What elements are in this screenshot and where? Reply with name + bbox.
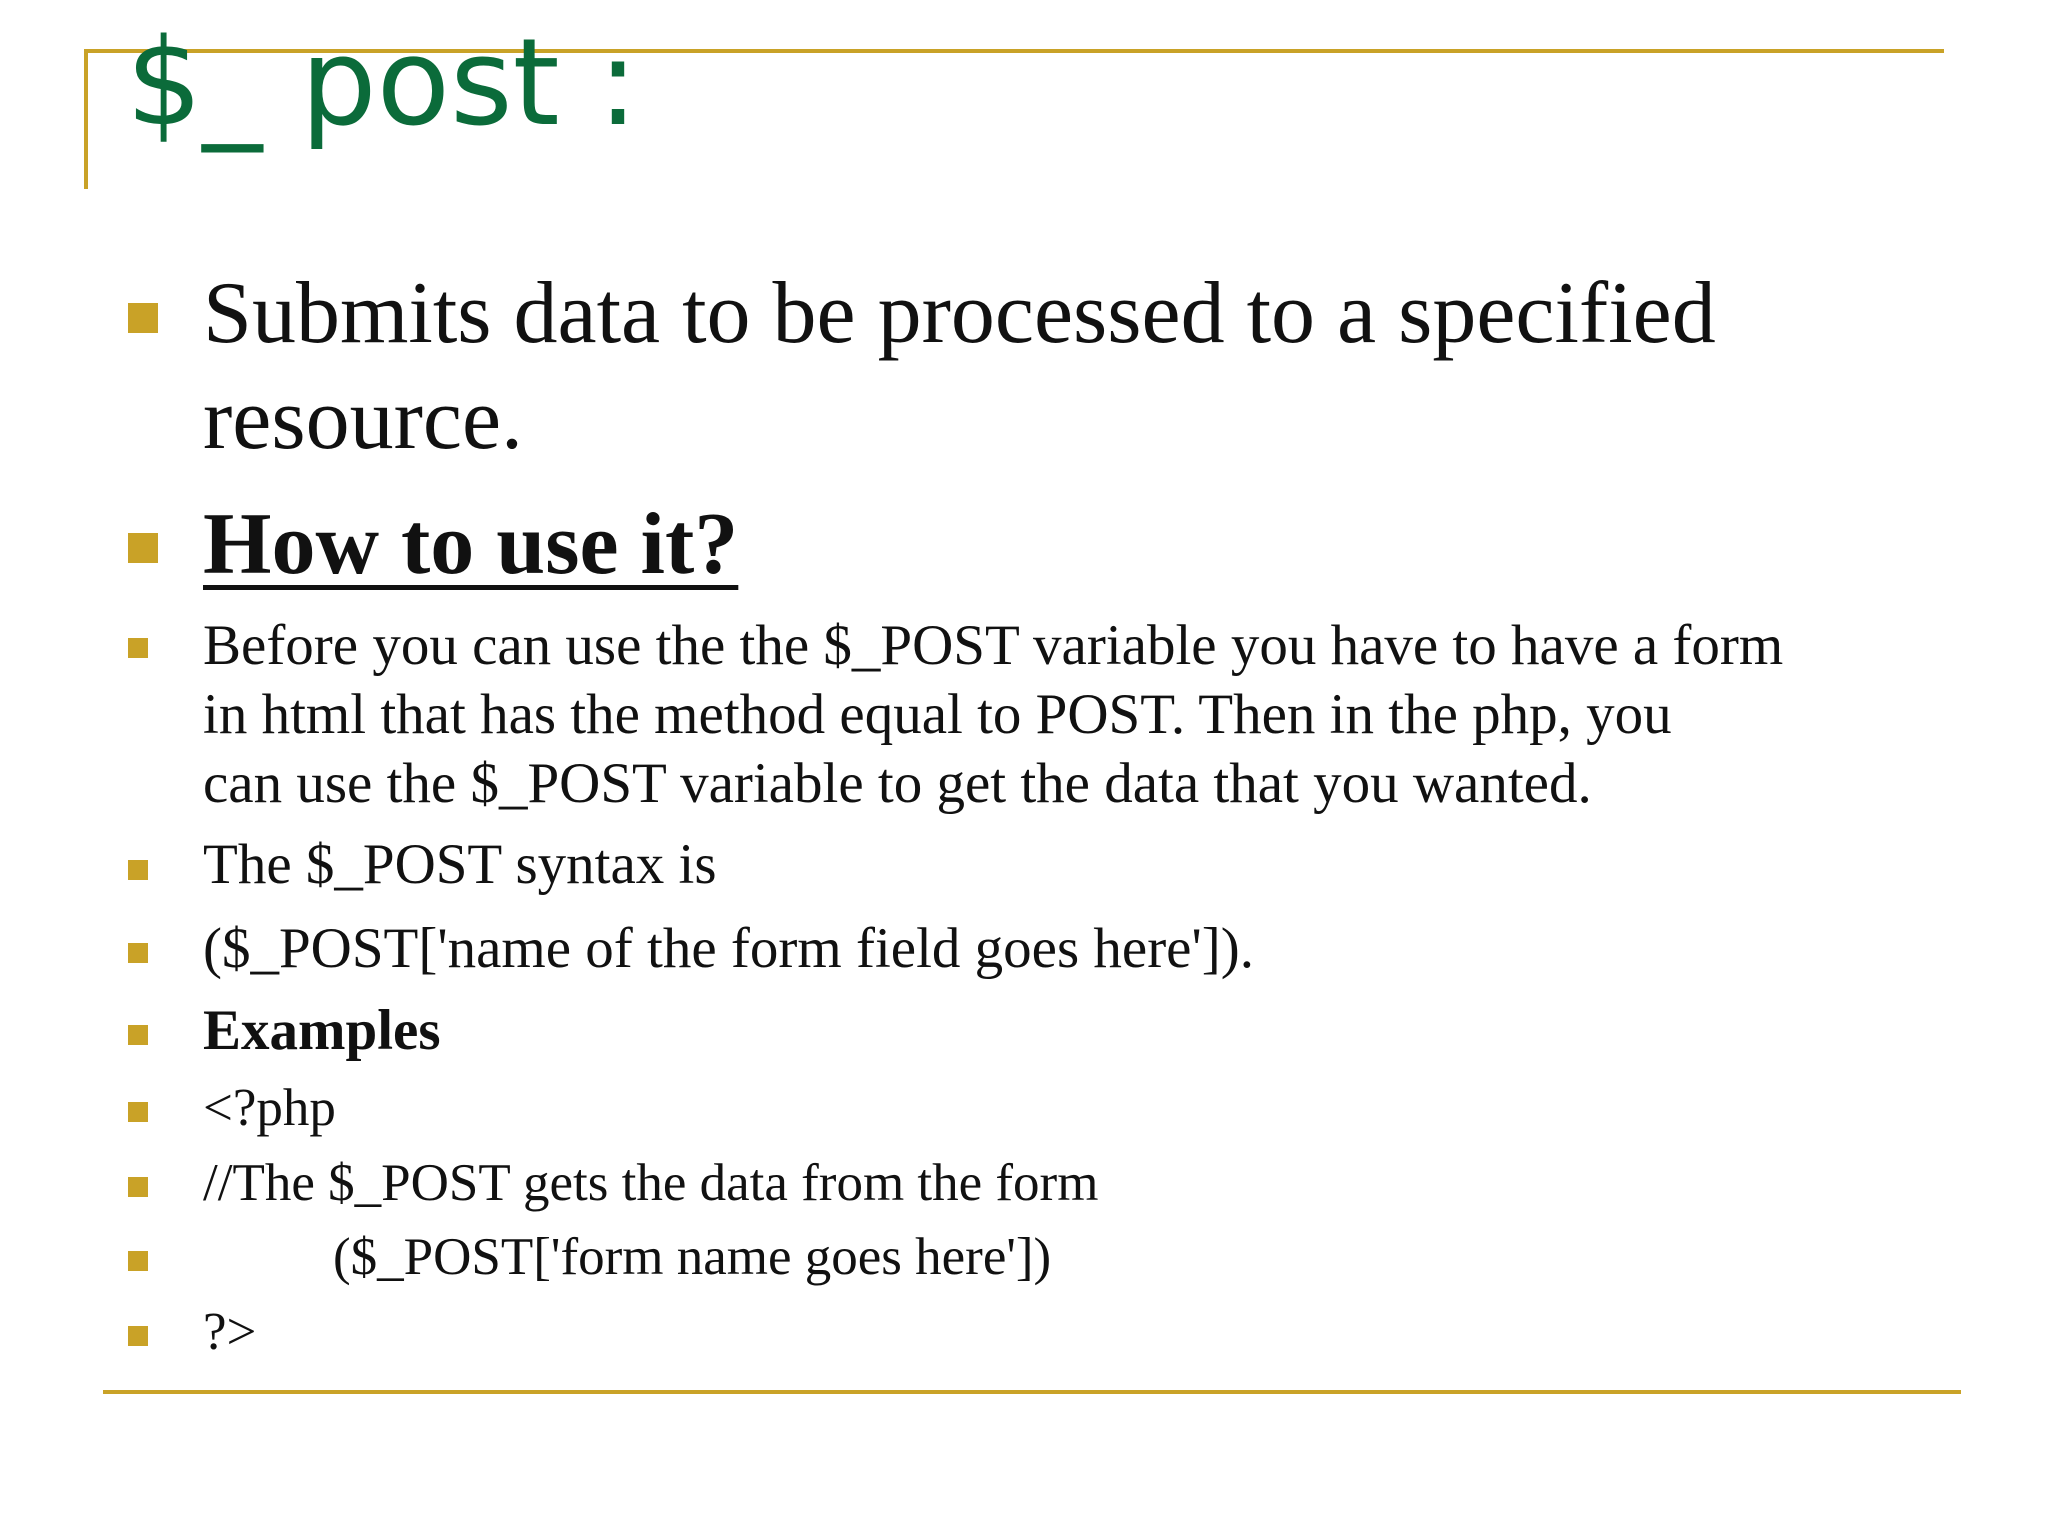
bullet-heading: Examples [203,999,441,1062]
bullet-square-icon [128,1177,148,1197]
bullet-text: ($_POST['name of the form field goes here']). [203,917,1254,980]
code-line: ?> [203,1303,257,1361]
code-line: //The $_POST gets the data from the form [203,1154,1099,1212]
bullet-square-icon [128,1102,148,1122]
bullet-heading: How to use it? [203,496,739,593]
code-line: ($_POST['form name goes here']) [333,1228,1052,1286]
bullet-square-icon [128,1025,148,1045]
bullet-square-icon [128,303,158,333]
slide-title: $_ post : [126,14,639,153]
bullet-square-icon [128,860,148,880]
bullet-square-icon [128,943,148,963]
bullet-square-icon [128,533,158,563]
bullet-square-icon [128,1251,148,1271]
bullet-text: Submits data to be processed to a specified resource. [203,265,1716,468]
bullet-square-icon [128,1326,148,1346]
code-line: <?php [203,1079,336,1137]
bullet-text: The $_POST syntax is [203,833,717,896]
bullet-text: Before you can use the the $_POST variable you have to have a form in html that has the method equal to POST. Then in the php, you can use the $_POST variable to get the data that you wanted. [203,614,1784,815]
bullet-square-icon [128,638,148,658]
